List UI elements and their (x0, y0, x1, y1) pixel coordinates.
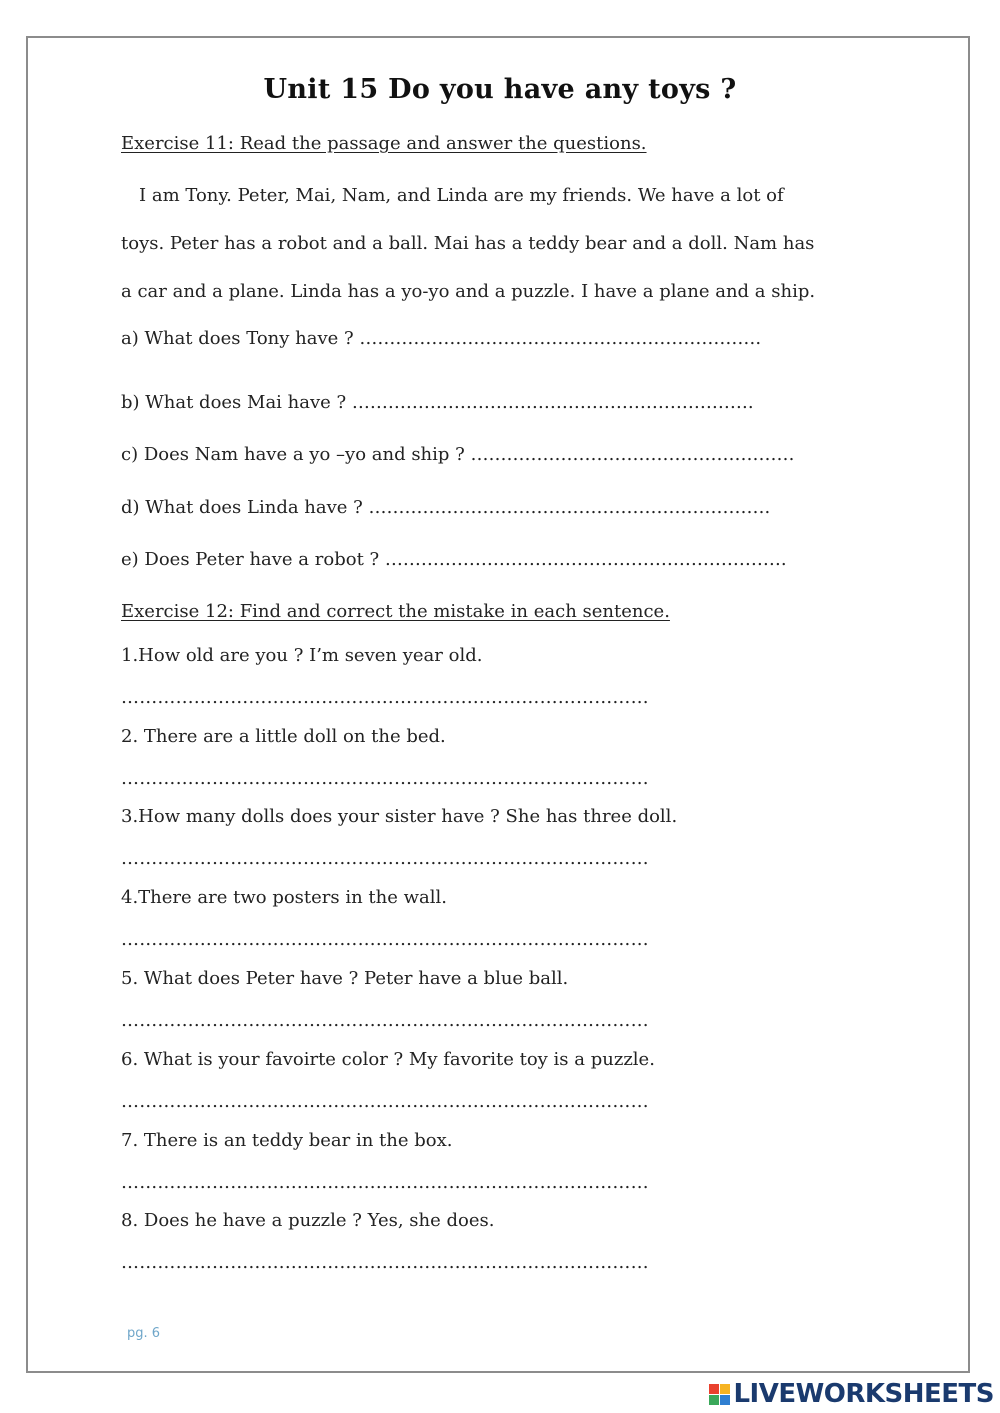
question-d: d) What does Linda have ? …………………………………………………………. (121, 497, 771, 518)
logo-grid-icon (709, 1384, 730, 1405)
answer-line-1[interactable]: …………………………………………………………………………… (121, 687, 649, 708)
answer-line-5[interactable]: …………………………………………………………………………… (121, 1010, 649, 1031)
question-a: a) What does Tony have ? …………………………………………………………. (121, 328, 762, 349)
page-number: pg. 6 (127, 1326, 161, 1341)
answer-line-6[interactable]: …………………………………………………………………………… (121, 1091, 649, 1112)
question-e: e) Does Peter have a robot ? …………………………………………………………. (121, 549, 787, 570)
answer-line-3[interactable]: …………………………………………………………………………… (121, 848, 649, 869)
mistake-sentence-2: 2. There are a little doll on the bed. (121, 726, 446, 747)
mistake-sentence-7: 7. There is an teddy bear in the box. (121, 1130, 453, 1151)
passage-line: a car and a plane. Linda has a yo-yo and a puzzle. I have a plane and a ship. (121, 281, 816, 302)
mistake-sentence-6: 6. What is your favoirte color ? My favorite toy is a puzzle. (121, 1049, 655, 1070)
brand-name: LIVEWORKSHEETS (733, 1379, 994, 1409)
answer-line-2[interactable]: …………………………………………………………………………… (121, 768, 649, 789)
passage-line: toys. Peter has a robot and a ball. Mai has a teddy bear and a doll. Nam has (121, 233, 815, 254)
passage-line: I am Tony. Peter, Mai, Nam, and Linda are my friends. We have a lot of (139, 185, 784, 206)
question-b: b) What does Mai have ? …………………………………………………………. (121, 392, 754, 413)
answer-line-4[interactable]: …………………………………………………………………………… (121, 929, 649, 950)
mistake-sentence-3: 3.How many dolls does your sister have ? She has three doll. (121, 806, 678, 827)
worksheet-title: Unit 15 Do you have any toys ? (263, 74, 737, 105)
liveworksheets-logo[interactable] (709, 1379, 994, 1409)
exercise-11-heading: Exercise 11: Read the passage and answer the questions. (121, 133, 647, 154)
exercise-12-heading: Exercise 12: Find and correct the mistake in each sentence. (121, 601, 670, 622)
answer-line-7[interactable]: …………………………………………………………………………… (121, 1172, 649, 1193)
question-c: c) Does Nam have a yo –yo and ship ? ……………………………………………… (121, 444, 795, 465)
mistake-sentence-5: 5. What does Peter have ? Peter have a blue ball. (121, 968, 569, 989)
mistake-sentence-4: 4.There are two posters in the wall. (121, 887, 448, 908)
mistake-sentence-8: 8. Does he have a puzzle ? Yes, she does. (121, 1210, 495, 1231)
answer-line-8[interactable]: …………………………………………………………………………… (121, 1252, 649, 1273)
mistake-sentence-1: 1.How old are you ? I’m seven year old. (121, 645, 483, 666)
